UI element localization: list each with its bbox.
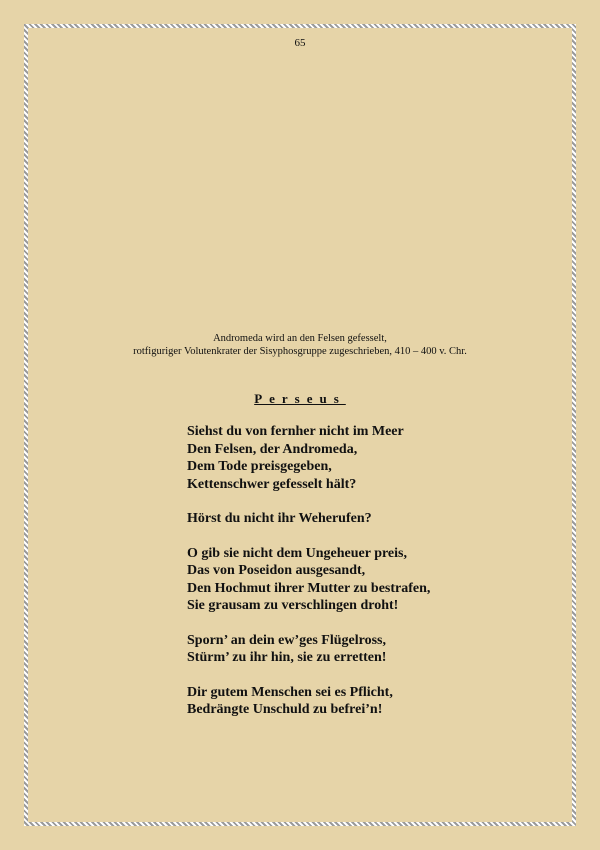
- poem-stanza: [187, 423, 430, 493]
- poem-line: Stürm’ zu ihr hin, sie zu erretten!: [187, 650, 387, 665]
- poem-line: Dem Tode preisgegeben,: [187, 459, 332, 474]
- poem-line: Den Felsen, der Andromeda,: [187, 441, 358, 457]
- page-number: 65: [294, 37, 306, 49]
- poem-line: Sie grausam zu verschlingen droht!: [187, 598, 399, 613]
- poem-line: Bedrängte Unschuld zu befrei’n!: [187, 702, 383, 717]
- poem-stanza: [187, 510, 430, 528]
- caption-line: rotfiguriger Volutenkrater der Sisyphosgruppe zugeschrieben, 410 – 400 v. Chr.: [133, 346, 467, 357]
- poem-stanza: [187, 632, 430, 667]
- poem-stanza: [187, 684, 430, 719]
- poem-line: O gib sie nicht dem Ungeheuer preis,: [187, 545, 407, 561]
- poem-line: Kettenschwer gefesselt hält?: [187, 476, 357, 492]
- poem-line: Sporn’ an dein ew’ges Flügelross,: [187, 632, 386, 648]
- poem-body: [187, 423, 430, 736]
- poem-stanza: [187, 545, 430, 615]
- image-caption: [0, 332, 600, 358]
- caption-line: Andromeda wird an den Felsen gefesselt,: [213, 333, 387, 344]
- poem-line: Dir gutem Menschen sei es Pflicht,: [187, 684, 393, 700]
- poem-line: Das von Poseidon ausgesandt,: [187, 563, 366, 578]
- poem-line: Den Hochmut ihrer Mutter zu bestrafen,: [187, 580, 431, 596]
- poem-line: Hörst du nicht ihr Weherufen?: [187, 511, 372, 526]
- poem-title: Perseus: [254, 391, 346, 406]
- poem-line: Siehst du von fernher nicht im Meer: [187, 424, 404, 439]
